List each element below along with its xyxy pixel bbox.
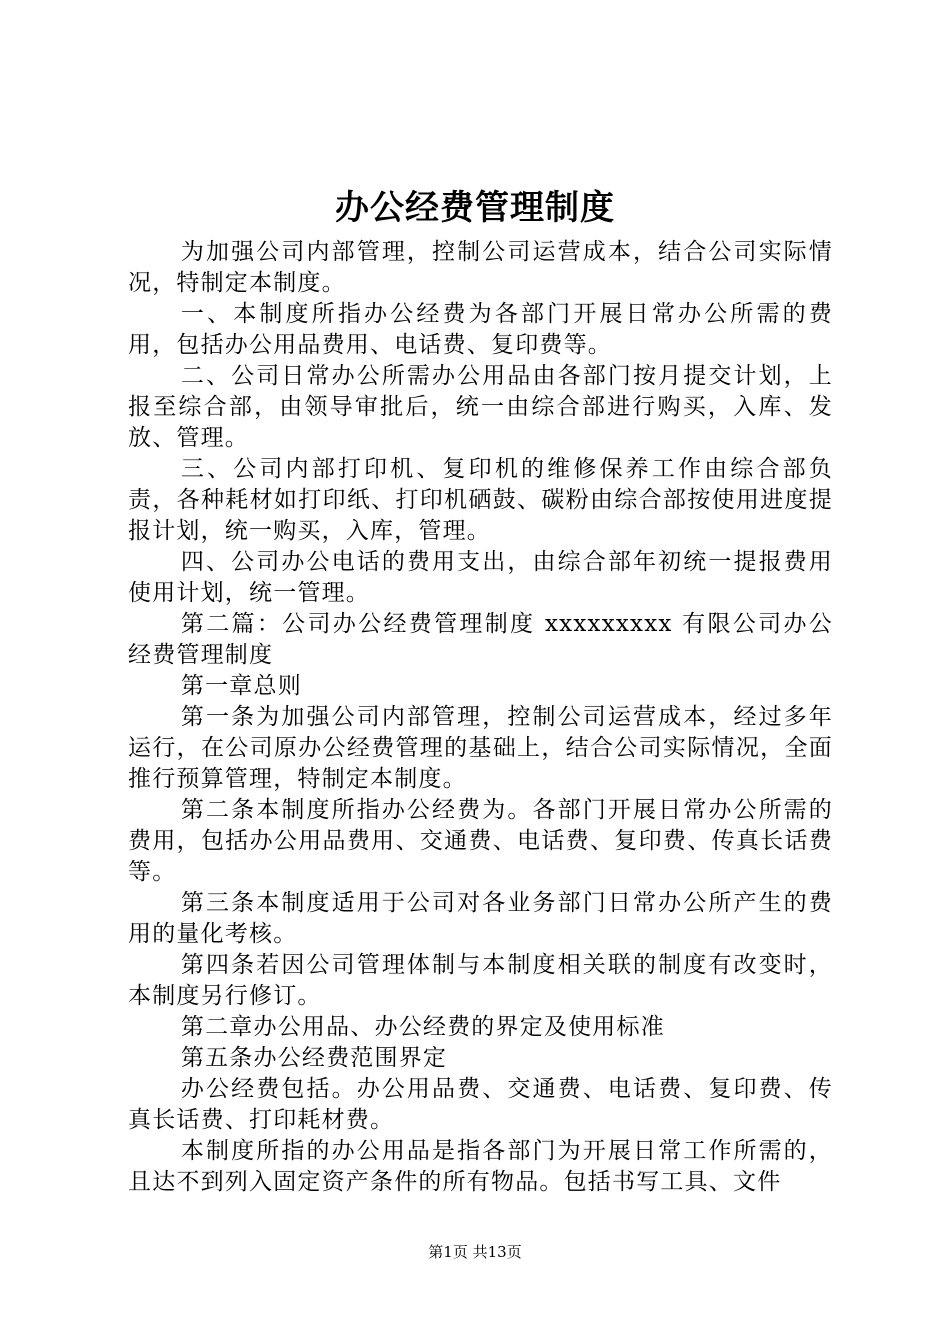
paragraph: 本制度所指的办公用品是指各部门为开展日常工作所需的，且达不到列入固定资产条件的所有物品。包括书写工具、文件 bbox=[128, 1138, 833, 1195]
document-body bbox=[128, 237, 833, 1198]
paragraph: 二、公司日常办公所需办公用品由各部门按月提交计划，上报至综合部，由领导审批后，统一由综合部进行购买，入库、发放、管理。 bbox=[128, 363, 833, 451]
paragraph: 第五条办公经费范围界定 bbox=[180, 1045, 448, 1071]
paragraph: 第四条若因公司管理体制与本制度相关联的制度有改变时，本制度另行修订。 bbox=[128, 952, 833, 1009]
paragraph: 一、本制度所指办公经费为各部门开展日常办公所需的费用，包括办公用品费用、电话费、复印费等。 bbox=[128, 301, 833, 358]
paragraph: 第二篇：公司办公经费管理制度 xxxxxxxxx 有限公司办公经费管理制度 bbox=[128, 611, 833, 668]
chapter-heading: 第一章总则 bbox=[180, 673, 302, 699]
page-footer bbox=[0, 1240, 950, 1264]
page-number: 第1页 共13页 bbox=[428, 1243, 522, 1261]
paragraph: 为加强公司内部管理，控制公司运营成本，结合公司实际情况，特制定本制度。 bbox=[128, 239, 833, 296]
paragraph: 四、公司办公电话的费用支出，由综合部年初统一提报费用使用计划，统一管理。 bbox=[128, 549, 833, 606]
paragraph: 三、公司内部打印机、复印机的维修保养工作由综合部负责，各种耗材如打印纸、打印机硒鼓、碳粉由综合部按使用进度提报计划，统一购买，入库，管理。 bbox=[128, 456, 833, 544]
paragraph: 办公经费包括。办公用品费、交通费、电话费、复印费、传真长话费、打印耗材费。 bbox=[128, 1076, 833, 1133]
chapter-heading: 第二章办公用品、办公经费的界定及使用标准 bbox=[180, 1014, 665, 1040]
paragraph: 第二条本制度所指办公经费为。各部门开展日常办公所需的费用，包括办公用品费用、交通费、电话费、复印费、传真长话费等。 bbox=[128, 797, 833, 885]
document-title: 办公经费管理制度 bbox=[335, 188, 615, 228]
paragraph: 第一条为加强公司内部管理，控制公司运营成本，经过多年运行，在公司原办公经费管理的基础上，结合公司实际情况，全面推行预算管理，特制定本制度。 bbox=[128, 704, 833, 792]
paragraph: 第三条本制度适用于公司对各业务部门日常办公所产生的费用的量化考核。 bbox=[128, 890, 833, 947]
